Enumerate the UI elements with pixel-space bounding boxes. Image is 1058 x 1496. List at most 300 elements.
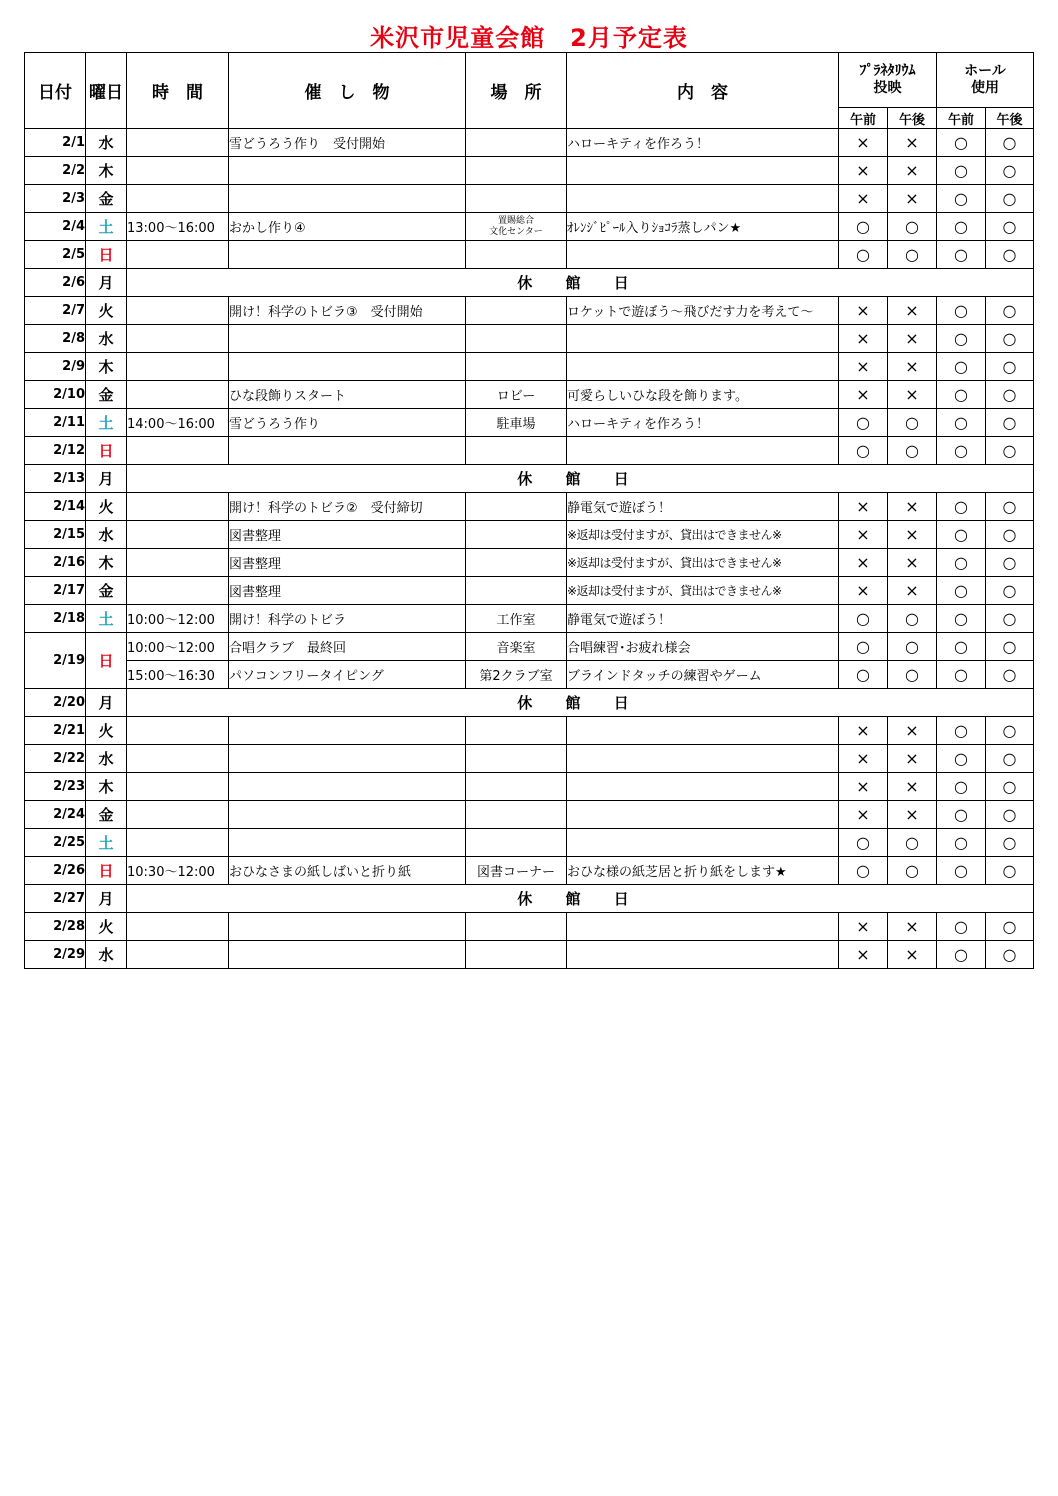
table-row (25, 297, 1034, 325)
planetarium-pm-mark: ○ (888, 857, 937, 885)
hall-am-mark: ○ (937, 941, 986, 969)
content-cell (567, 829, 839, 857)
event-cell (229, 801, 466, 829)
schedule-body (25, 129, 1034, 969)
weekday-cell: 木 (86, 549, 127, 577)
table-row (25, 465, 1034, 493)
table-row (25, 829, 1034, 857)
weekday-cell: 木 (86, 773, 127, 801)
date-cell: 2/12 (25, 437, 86, 465)
event-cell (229, 325, 466, 353)
planetarium-am-mark: × (839, 521, 888, 549)
date-cell: 2/24 (25, 801, 86, 829)
place-cell (466, 717, 567, 745)
weekday-cell: 火 (86, 297, 127, 325)
content-cell (567, 185, 839, 213)
time-cell (127, 129, 229, 157)
planetarium-pm-mark: × (888, 717, 937, 745)
table-row (25, 437, 1034, 465)
planetarium-am-mark: × (839, 353, 888, 381)
planetarium-pm-mark: × (888, 941, 937, 969)
content-cell: おひな様の紙芝居と折り紙をします★ (567, 857, 839, 885)
planetarium-pm-mark: × (888, 353, 937, 381)
hall-am-mark: ○ (937, 129, 986, 157)
date-cell: 2/19 (25, 633, 86, 689)
header-hall-am: 午前 (937, 108, 986, 129)
event-cell: ひな段飾りスタート (229, 381, 466, 409)
event-cell (229, 241, 466, 269)
weekday-cell: 水 (86, 325, 127, 353)
place-cell: 音楽室 (466, 633, 567, 661)
table-row (25, 493, 1034, 521)
hall-am-mark: ○ (937, 437, 986, 465)
hall-am-mark: ○ (937, 493, 986, 521)
time-cell (127, 353, 229, 381)
hall-pm-mark: ○ (986, 717, 1034, 745)
table-row (25, 689, 1034, 717)
place-cell (466, 521, 567, 549)
hall-am-mark: ○ (937, 605, 986, 633)
hall-am-mark: ○ (937, 745, 986, 773)
page-title: 米沢市児童会館 2月予定表 (370, 24, 688, 52)
hall-pm-mark: ○ (986, 493, 1034, 521)
schedule-table (24, 52, 1034, 969)
planetarium-am-mark: × (839, 297, 888, 325)
event-cell (229, 717, 466, 745)
planetarium-pm-mark: × (888, 381, 937, 409)
time-cell: 14:00～16:00 (127, 409, 229, 437)
content-cell (567, 353, 839, 381)
table-row (25, 745, 1034, 773)
content-cell: ※返却は受付ますが、貸出はできません※ (567, 549, 839, 577)
planetarium-pm-mark: × (888, 577, 937, 605)
hall-am-mark: ○ (937, 185, 986, 213)
content-cell: ※返却は受付ますが、貸出はできません※ (567, 521, 839, 549)
event-cell (229, 941, 466, 969)
time-cell: 10:00～12:00 (127, 633, 229, 661)
time-cell: 13:00～16:00 (127, 213, 229, 241)
place-cell: 置賜総合 文化センター (466, 213, 567, 241)
planetarium-pm-mark: ○ (888, 213, 937, 241)
date-cell: 2/22 (25, 745, 86, 773)
header-dow: 曜日 (86, 53, 127, 129)
planetarium-pm-mark: × (888, 157, 937, 185)
hall-pm-mark: ○ (986, 829, 1034, 857)
time-cell (127, 577, 229, 605)
time-cell: 15:00～16:30 (127, 661, 229, 689)
event-cell: おひなさまの紙しばいと折り紙 (229, 857, 466, 885)
date-cell: 2/15 (25, 521, 86, 549)
time-cell (127, 941, 229, 969)
header-planetarium-pm: 午後 (888, 108, 937, 129)
planetarium-am-mark: × (839, 717, 888, 745)
planetarium-pm-mark: × (888, 325, 937, 353)
table-row (25, 185, 1034, 213)
planetarium-pm-mark: ○ (888, 241, 937, 269)
date-cell: 2/14 (25, 493, 86, 521)
planetarium-pm-mark: × (888, 129, 937, 157)
hall-pm-mark: ○ (986, 241, 1034, 269)
header-planetarium (839, 53, 937, 108)
time-cell: 10:00～12:00 (127, 605, 229, 633)
planetarium-pm-mark: × (888, 913, 937, 941)
time-cell (127, 241, 229, 269)
time-cell (127, 297, 229, 325)
closed-day-cell: 休 館 日 (127, 689, 1034, 717)
place-cell (466, 353, 567, 381)
hall-pm-mark: ○ (986, 129, 1034, 157)
hall-pm-mark: ○ (986, 521, 1034, 549)
planetarium-pm-mark: × (888, 297, 937, 325)
place-cell (466, 129, 567, 157)
event-cell: 雪どうろう作り (229, 409, 466, 437)
content-cell (567, 745, 839, 773)
hall-pm-mark: ○ (986, 437, 1034, 465)
closed-day-cell: 休 館 日 (127, 885, 1034, 913)
hall-pm-mark: ○ (986, 297, 1034, 325)
place-cell (466, 773, 567, 801)
weekday-cell: 金 (86, 381, 127, 409)
time-cell (127, 913, 229, 941)
time-cell (127, 549, 229, 577)
time-cell (127, 185, 229, 213)
closed-day-cell: 休 館 日 (127, 269, 1034, 297)
hall-am-mark: ○ (937, 717, 986, 745)
planetarium-am-mark: × (839, 493, 888, 521)
place-cell: 図書コーナー (466, 857, 567, 885)
table-row (25, 941, 1034, 969)
date-cell: 2/1 (25, 129, 86, 157)
event-cell: おかし作り④ (229, 213, 466, 241)
weekday-cell: 木 (86, 157, 127, 185)
planetarium-am-mark: × (839, 941, 888, 969)
hall-pm-mark: ○ (986, 745, 1034, 773)
planetarium-pm-mark: ○ (888, 661, 937, 689)
planetarium-pm-mark: ○ (888, 437, 937, 465)
weekday-cell: 月 (86, 465, 127, 493)
weekday-cell: 金 (86, 185, 127, 213)
hall-pm-mark: ○ (986, 941, 1034, 969)
content-cell (567, 437, 839, 465)
content-cell (567, 241, 839, 269)
place-cell (466, 297, 567, 325)
table-row (25, 157, 1034, 185)
date-cell: 2/23 (25, 773, 86, 801)
date-cell: 2/26 (25, 857, 86, 885)
planetarium-am-mark: × (839, 745, 888, 773)
event-cell: パソコンフリータイピング (229, 661, 466, 689)
hall-pm-mark: ○ (986, 549, 1034, 577)
hall-am-mark: ○ (937, 829, 986, 857)
content-cell (567, 157, 839, 185)
date-cell: 2/18 (25, 605, 86, 633)
table-row (25, 213, 1034, 241)
place-cell (466, 325, 567, 353)
event-cell: 雪どうろう作り 受付開始 (229, 129, 466, 157)
planetarium-am-mark: ○ (839, 213, 888, 241)
event-cell (229, 437, 466, 465)
table-row (25, 801, 1034, 829)
hall-am-mark: ○ (937, 353, 986, 381)
content-cell (567, 325, 839, 353)
date-cell: 2/9 (25, 353, 86, 381)
place-cell (466, 493, 567, 521)
content-cell: ブラインドタッチの練習やゲーム (567, 661, 839, 689)
place-cell (466, 185, 567, 213)
hall-pm-mark: ○ (986, 409, 1034, 437)
time-cell (127, 521, 229, 549)
table-row (25, 885, 1034, 913)
place-cell (466, 829, 567, 857)
time-cell (127, 745, 229, 773)
weekday-cell: 日 (86, 857, 127, 885)
header-hall-pm: 午後 (986, 108, 1034, 129)
time-cell (127, 829, 229, 857)
planetarium-am-mark: × (839, 185, 888, 213)
time-cell (127, 717, 229, 745)
planetarium-am-mark: × (839, 773, 888, 801)
weekday-cell: 火 (86, 717, 127, 745)
hall-am-mark: ○ (937, 577, 986, 605)
planetarium-am-mark: ○ (839, 661, 888, 689)
planetarium-pm-mark: × (888, 185, 937, 213)
planetarium-pm-mark: ○ (888, 605, 937, 633)
table-row (25, 381, 1034, 409)
date-cell: 2/11 (25, 409, 86, 437)
header-planetarium-am: 午前 (839, 108, 888, 129)
date-cell: 2/4 (25, 213, 86, 241)
weekday-cell: 水 (86, 521, 127, 549)
weekday-cell: 月 (86, 269, 127, 297)
weekday-cell: 日 (86, 241, 127, 269)
hall-am-mark: ○ (937, 521, 986, 549)
weekday-cell: 水 (86, 129, 127, 157)
header-content: 内 容 (567, 53, 839, 129)
hall-pm-mark: ○ (986, 185, 1034, 213)
hall-am-mark: ○ (937, 801, 986, 829)
weekday-cell: 火 (86, 913, 127, 941)
weekday-cell: 火 (86, 493, 127, 521)
hall-pm-mark: ○ (986, 325, 1034, 353)
date-cell: 2/25 (25, 829, 86, 857)
hall-am-mark: ○ (937, 297, 986, 325)
planetarium-am-mark: × (839, 913, 888, 941)
header-time: 時 間 (127, 53, 229, 129)
event-cell (229, 913, 466, 941)
hall-am-mark: ○ (937, 549, 986, 577)
event-cell: 図書整理 (229, 577, 466, 605)
weekday-cell: 日 (86, 437, 127, 465)
event-cell (229, 185, 466, 213)
date-cell: 2/16 (25, 549, 86, 577)
planetarium-pm-mark: × (888, 521, 937, 549)
table-row (25, 521, 1034, 549)
table-row (25, 773, 1034, 801)
table-row (25, 549, 1034, 577)
planetarium-am-mark: × (839, 381, 888, 409)
date-cell: 2/2 (25, 157, 86, 185)
hall-am-mark: ○ (937, 661, 986, 689)
weekday-cell: 金 (86, 577, 127, 605)
table-row (25, 353, 1034, 381)
planetarium-pm-mark: ○ (888, 633, 937, 661)
date-cell: 2/29 (25, 941, 86, 969)
hall-am-mark: ○ (937, 409, 986, 437)
header-hall (937, 53, 1034, 108)
date-cell: 2/8 (25, 325, 86, 353)
content-cell (567, 717, 839, 745)
planetarium-pm-mark: × (888, 801, 937, 829)
planetarium-pm-mark: ○ (888, 409, 937, 437)
time-cell (127, 437, 229, 465)
place-cell (466, 549, 567, 577)
weekday-cell: 土 (86, 829, 127, 857)
hall-am-mark: ○ (937, 633, 986, 661)
planetarium-am-mark: ○ (839, 241, 888, 269)
content-cell (567, 801, 839, 829)
hall-am-mark: ○ (937, 857, 986, 885)
content-cell (567, 941, 839, 969)
hall-am-mark: ○ (937, 913, 986, 941)
planetarium-pm-mark: × (888, 493, 937, 521)
event-cell: 開け！科学のトビラ (229, 605, 466, 633)
planetarium-pm-mark: × (888, 549, 937, 577)
weekday-cell: 土 (86, 605, 127, 633)
weekday-cell: 水 (86, 745, 127, 773)
hall-pm-mark: ○ (986, 913, 1034, 941)
header-date: 日付 (25, 53, 86, 129)
place-cell (466, 745, 567, 773)
content-cell (567, 773, 839, 801)
place-cell (466, 801, 567, 829)
hall-pm-mark: ○ (986, 661, 1034, 689)
hall-am-mark: ○ (937, 325, 986, 353)
hall-pm-mark: ○ (986, 773, 1034, 801)
planetarium-am-mark: ○ (839, 633, 888, 661)
table-row (25, 913, 1034, 941)
place-cell: ロビー (466, 381, 567, 409)
planetarium-am-mark: × (839, 801, 888, 829)
weekday-cell: 月 (86, 885, 127, 913)
planetarium-pm-mark: × (888, 773, 937, 801)
weekday-cell: 日 (86, 633, 127, 689)
table-row (25, 241, 1034, 269)
date-cell: 2/6 (25, 269, 86, 297)
place-cell (466, 941, 567, 969)
table-row (25, 605, 1034, 633)
hall-pm-mark: ○ (986, 353, 1034, 381)
hall-pm-mark: ○ (986, 605, 1034, 633)
table-row (25, 577, 1034, 605)
date-cell: 2/28 (25, 913, 86, 941)
hall-am-mark: ○ (937, 213, 986, 241)
hall-am-mark: ○ (937, 773, 986, 801)
planetarium-am-mark: × (839, 577, 888, 605)
table-row (25, 661, 1034, 689)
planetarium-pm-mark: ○ (888, 829, 937, 857)
hall-pm-mark: ○ (986, 857, 1034, 885)
date-cell: 2/17 (25, 577, 86, 605)
event-cell: 開け！科学のトビラ③ 受付開始 (229, 297, 466, 325)
event-cell (229, 157, 466, 185)
place-cell (466, 241, 567, 269)
header-event: 催 し 物 (229, 53, 466, 129)
time-cell (127, 773, 229, 801)
content-cell: 静電気で遊ぼう！ (567, 605, 839, 633)
content-cell: 合唱練習･お疲れ様会 (567, 633, 839, 661)
content-cell: ※返却は受付ますが、貸出はできません※ (567, 577, 839, 605)
table-row (25, 717, 1034, 745)
planetarium-am-mark: × (839, 129, 888, 157)
planetarium-am-mark: ○ (839, 829, 888, 857)
date-cell: 2/21 (25, 717, 86, 745)
hall-am-mark: ○ (937, 241, 986, 269)
date-cell: 2/13 (25, 465, 86, 493)
content-cell (567, 913, 839, 941)
time-cell (127, 493, 229, 521)
event-cell: 開け！科学のトビラ② 受付締切 (229, 493, 466, 521)
hall-pm-mark: ○ (986, 577, 1034, 605)
event-cell (229, 353, 466, 381)
place-cell: 工作室 (466, 605, 567, 633)
hall-am-mark: ○ (937, 381, 986, 409)
planetarium-am-mark: × (839, 549, 888, 577)
planetarium-pm-mark: × (888, 745, 937, 773)
time-cell: 10:30～12:00 (127, 857, 229, 885)
place-cell: 駐車場 (466, 409, 567, 437)
place-cell (466, 913, 567, 941)
hall-pm-mark: ○ (986, 801, 1034, 829)
header-planetarium-label: ﾌﾟﾗﾈﾀﾘｳﾑ 投映 (859, 63, 916, 96)
content-cell: ハローキティを作ろう！ (567, 409, 839, 437)
hall-pm-mark: ○ (986, 381, 1034, 409)
weekday-cell: 土 (86, 409, 127, 437)
planetarium-am-mark: ○ (839, 409, 888, 437)
time-cell (127, 381, 229, 409)
event-cell: 合唱クラブ 最終回 (229, 633, 466, 661)
weekday-cell: 木 (86, 353, 127, 381)
time-cell (127, 801, 229, 829)
table-row (25, 325, 1034, 353)
content-cell: ロケットで遊ぼう～飛びだす力を考えて～ (567, 297, 839, 325)
table-row (25, 857, 1034, 885)
place-cell (466, 157, 567, 185)
event-cell: 図書整理 (229, 521, 466, 549)
hall-pm-mark: ○ (986, 213, 1034, 241)
content-cell: ハローキティを作ろう！ (567, 129, 839, 157)
weekday-cell: 金 (86, 801, 127, 829)
hall-pm-mark: ○ (986, 157, 1034, 185)
table-row (25, 129, 1034, 157)
place-cell (466, 437, 567, 465)
date-cell: 2/3 (25, 185, 86, 213)
header-place: 場 所 (466, 53, 567, 129)
planetarium-am-mark: ○ (839, 605, 888, 633)
closed-day-cell: 休 館 日 (127, 465, 1034, 493)
event-cell (229, 829, 466, 857)
weekday-cell: 月 (86, 689, 127, 717)
planetarium-am-mark: × (839, 157, 888, 185)
content-cell: 静電気で遊ぼう！ (567, 493, 839, 521)
event-cell: 図書整理 (229, 549, 466, 577)
event-cell (229, 745, 466, 773)
weekday-cell: 土 (86, 213, 127, 241)
planetarium-am-mark: ○ (839, 857, 888, 885)
date-cell: 2/7 (25, 297, 86, 325)
time-cell (127, 325, 229, 353)
hall-am-mark: ○ (937, 157, 986, 185)
planetarium-am-mark: × (839, 325, 888, 353)
